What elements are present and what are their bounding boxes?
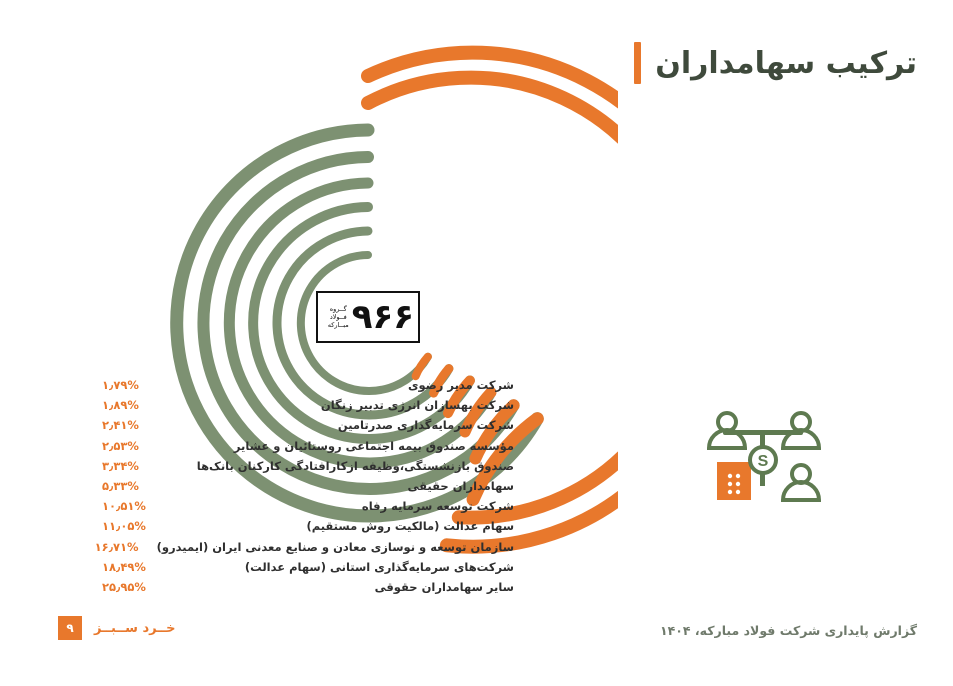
legend-value: ۲٫۴۱% — [102, 418, 139, 433]
footer-brand: خــرد ســبــز — [94, 620, 176, 636]
legend-value: ۲٫۵۳% — [102, 438, 139, 453]
list-item — [96, 479, 516, 499]
legend-value: ۱٫۸۹% — [102, 398, 139, 413]
logo-wordmark: گــروه فــولاد مبــارکه — [327, 304, 349, 330]
list-item — [96, 459, 516, 479]
legend-value: ۳٫۳۴% — [102, 458, 139, 473]
legend-label: سایر سهامداران حقوقی — [374, 579, 514, 594]
footer-left — [58, 616, 176, 640]
list-item — [96, 540, 516, 560]
list-item — [96, 418, 516, 438]
logo-box — [316, 291, 420, 343]
legend-label: صندوق بازنشستگی،وظیفه ازکارافتادگی کارکنان بانک‌ها — [196, 458, 514, 473]
page-title-text: ترکیب سهامداران — [655, 45, 917, 81]
legend-label: سهام عدالت (مالکیت روش مستقیم) — [306, 519, 514, 534]
legend-label: سازمان توسعه و نوسازی معادن و صنایع معدنی ایران (ایمیدرو) — [156, 539, 514, 554]
list-item — [96, 499, 516, 519]
page-title — [634, 42, 917, 84]
legend-value: ۱۸٫۴۹% — [102, 559, 146, 574]
legend-label: سهامداران حقیقی — [407, 478, 514, 493]
page-number-badge: ۹ — [58, 616, 82, 640]
legend-value: ۱۶٫۷۱% — [94, 539, 139, 554]
list-item — [96, 580, 516, 600]
legend-label: شرکت سرمایه‌گذاری صدرتامین — [337, 418, 514, 433]
legend-label: شرکت توسعه سرمایه رفاه — [361, 499, 514, 514]
legend-label: شرکت‌های سرمایه‌گذاری استانی (سهام عدالت) — [244, 559, 514, 574]
logo-number: ۹۶۶ — [351, 297, 414, 337]
list-item — [96, 398, 516, 418]
list-item — [96, 519, 516, 539]
legend-value: ۱٫۷۹% — [102, 378, 139, 392]
title-accent-bar — [634, 42, 641, 84]
list-item — [96, 439, 516, 459]
legend-value: ۵٫۳۳% — [102, 478, 139, 493]
svg-text:S: S — [757, 453, 769, 470]
shareholders-meeting-icon — [697, 400, 832, 520]
legend-value: ۲۵٫۹۵% — [102, 579, 146, 594]
chart-legend — [96, 378, 516, 600]
legend-label: شرکت بهسازان انرژی تدبیر زنگان — [320, 398, 514, 413]
people-icon-svg — [697, 400, 832, 520]
legend-value: ۱۱٫۰۵% — [102, 519, 146, 534]
legend-label: مؤسسه صندوق بیمه اجتماعی روستائیان و عشایر — [233, 438, 514, 453]
footer-report-title: گزارش پایداری شرکت فولاد مبارکه، ۱۴۰۴ — [660, 623, 917, 638]
legend-value: ۱۰٫۵۱% — [102, 499, 146, 514]
list-item — [96, 560, 516, 580]
legend-label: شرکت مدیر رضوی — [407, 378, 514, 392]
company-logo — [313, 288, 423, 346]
list-item — [96, 378, 516, 398]
